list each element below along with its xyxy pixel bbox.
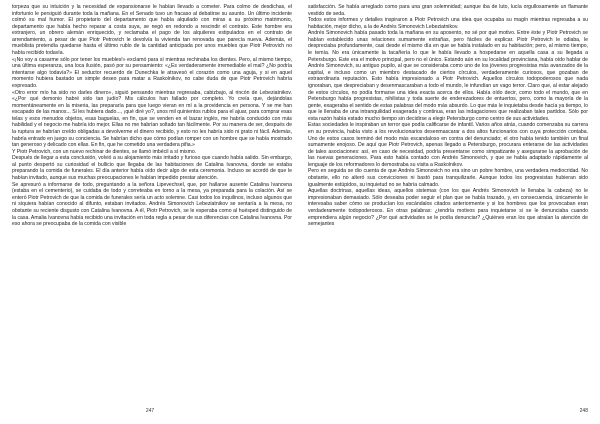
paragraph: Aquellas doctrinas, aquellas ideas, aquellos sistemas (con los que Andrés Simonovich le llenaba la cabeza) no le impresionaban demasiado. Sólo deseaba poder seguir el plan que se había trazado, y, en consecuencia, únicamente le interesaba saber cómo se producían los escándalos citados anteriormente y si los hombres que los provocaban eran verdaderamente todopoderosos. En otras palabras: ¿tendría motivos para inquietarse si se le denunciaba cuando emprendiera algún negocio? ¿Por qué actividades se le podía denunciar? ¿Quiénes eran los que atraían la atención de semejantes — [308, 188, 588, 228]
paragraph: Pero en seguida se dio cuenta de que Andrés Simonovich no era sino un pobre hombre, una verdadera mediocridad. No obstante, ello no alteró sus convicciones ni bastó para tranquilizarle. Aunque todos los progresistas hubieran sido igualmente estúpidos, su inquietud no se habría calmado. — [308, 168, 588, 188]
paragraph: Estas sociedades le inspiraban un terror que podía calificarse de infantil. Varios años atrás, cuando comenzaba su carrera en su provincia, había visto a los revolucionarios desenmascarar a dos altos funcionarios con cuya protección contaba. Uno de estos casos terminó del modo más escandaloso en contra del denunciado; el otro había tenido también un final sumamente enojoso. De aquí que Piotr Petrovich, apenas llegado a Petersburgo, procurara enterarse de las actividades de tales asociaciones: así, en caso de necesidad, podría presentarse como simpatizante y asegurarse la aprobación de las nuevas generaciones. Para esto había contado con Andrés Simonovich, y que se había adaptado rápidamente al lenguaje de los reformadores lo demostraba su visita a Raskolnikov. — [308, 122, 588, 168]
right-page-text — [308, 4, 588, 408]
paragraph: Todos estos informes y detalles inspiraron a Piotr Petrovich una idea que ocupaba su magín mientras regresaba a su habitación, mejor dicho, a la de Andrés Simonovich Lebeziatnikov. — [308, 17, 588, 30]
page-number: 247 — [145, 408, 155, 414]
paragraph: «Otro error mío ha sido no darles dinero», siguió pensando mientras regresaba, cabizbajo, al rincón de Lebeziatnikov. «¿Por qué demonio habré sido tan judío? Mis cálculos han fallado por completo. Yo creía que, dejándolas momentáneamente en la miseria, las prepararía para que luego vieran en mí a la providencia en persona. Y se me han escapado de las manos... Si les hubiera dado..., ¡qué diré yo?, unos mil quinientos rublos para el ajuar, para comprar esas telas y esos menudos objetos, esas baguelas, en fin, que se venden en el bazar inglés, me habría conducido con más habilidad y el negocio me habría ido mejor. Ellas no me habrían soltado tan fácilmente. Por su manera de ser, después de la ruptura se habrían creído obligadas a devolverme el dinero recibido, y esto no les habría sido ni grato ni fácil. Además, habría entrado en juego su conciencia. Se habrían dicho que cómo podían romper con un hombre que se había mostrado tan generoso y delicado con ellas. En fin, que he cometido una verdadera pifia.» — [12, 89, 292, 149]
paragraph: Y Piotr Petrovich, con un nuevo rechinar de dientes, se llamó imbécil a sí mismo. — [12, 148, 197, 155]
page-number: 248 — [579, 408, 588, 414]
paragraph: Andrés Simonovich había pasado toda la mañana en su aposento, no sé por qué motivo. Entre éste y Piotr Petrovich se habían establecido unas relaciones sumamente extrañas, pero fáciles de explicar. Piotr Petrovich le odiaba, le despreciaba profundamente, casi desde el mismo día en que se había instalado en su habitación; pero, al mismo tiempo, le temía. No era únicamente la tacañería lo que le había llevado a hospedarse en aquella casa a su llegada a Petersburgo. Este era el motivo principal, pero no el único. Estando aún en su localidad provinciana, había oído hablar de Andrés Simonovich, su antiguo pupilo, al que se consideraba como uno de los jóvenes progresistas más avanzados de la capital, e incluso como un miembro destacado de ciertos círculos, verdaderamente curiosos, que gozaban de extraordinaria reputación. Esto había impresionado a Piotr Petrovich. Aquellos círculos todopoderosos que nada ignoraban, que despreciaban y desenmascaraban a todo el mundo, le infundían un vago terror. Claro que, al estar alejado de estos círculos, no podía formarse una idea exacta acerca de ellos. Había oído decir, como todo el mundo, que en Petersburgo había progresistas, nihilistas y toda suerte de enderezadores de entuertos, pero, como la mayoría de la gente, exageraba el sentido de estas palabras del modo más absurdo. Lo que más le inquietaba desde hacía ya tiempo, lo que le llenaba de una intranquilidad exagerada y continua, eran las indagaciones que realizaban tales partidos. Sólo por esta razón había estado mucho tiempo sin decidirse a elegir Petersburgo como centro de sus actividades. — [308, 30, 588, 122]
paragraph: torpeza que su intuición y la necesidad de expansionarse le habían llevado a cometer. Para colmo de desdichas, el infortunio le persiguió durante toda la mañana. En el Senado tuvo un fracaso al debatirse su asunto. Un último incidente colmó su mal humor. El propietario del departamento que había alquilado con miras a su próximo matrimonio, departamento que había hecho reparar a costa suya, se negó en redondo a rescindir el contrato. Este hombre era extranjero, un obrero alemán enriquecido, y reclamaba el pago de los alquileres estipulados en el contrato de arrendamiento, a pesar de que Piotr Petrovich le devolvía la vivienda tan renovada que parecía nueva. Además, el mueblista pretendía quedarse hasta el último rublo de la cantidad anticipada por unos muebles que Piotr Petrovich no había recibido todavía. — [12, 4, 292, 57]
left-page-text — [12, 4, 292, 408]
paragraph: Se apresuró a informarse de todo, preguntando a la señora Lipevechsel, que, por hallarse ausente Catalina Ivanovna (estaba en el cementerio), se cuidaba de todo y correteaba en torno a la mesa, ya preparada para la colación. Así se enteró Piotr Petrovich de que la comida de funerales sería un acto solemne. Casi todos los inquilinos, incluso algunos que ni siquiera habían conocido al difunto, estaban invitados. Andrés Simonovich Lebeziatnikov se sentaría a la mesa, no obstante su reciente disgusto con Catalina Ivanovna. A él, Piotr Petrovich, se le esperaba como al huésped distinguido de la casa. Amalia Ivanovna había recibido una invitación en toda regla a pesar de sus diferencias con Catalina Ivanovna. Por eso ahora se preocupaba de la comida con visible — [12, 181, 292, 228]
paragraph: «¡No voy a casarme sólo por tener los muebles!» exclamó para sí mientras rechinaba los dientes. Pero, al mismo tiempo, una última esperanza, una loca ilusión, pasó por su pensamiento: «¿Es verdaderamente irremediable el mal? ¿No podría intentarse algo todavía?» El seductor recuerdo de Dunechka le atravesó el corazón como una aguja, y si en aquel momento hubiera bastado un simple deseo para matar a Raskolnikov, no cabe duda de que Piotr Petrovich habría expresado. — [12, 56, 292, 89]
right-page — [300, 0, 600, 424]
paragraph: Después de llegar a esta conclusión, volvió a su alojamiento más irritado y furioso que cuando había salido. Sin embargo, al punto despertó su curiosidad el bullicio que llegaba de las habitaciones de Catalina Ivanovna, donde se estaba preparando la comida de funerales. El día anterior había oído decir algo de esta ceremonia. Incluso se acordó de que le habían invitado, aunque sus muchas preocupaciones le habían impedido prestar atención. — [12, 155, 292, 182]
paragraph: satisfacción. Se había arreglado como para una gran solemnidad; aunque iba de luto, lucía orgullosamente un flamante vestido de seda. — [308, 4, 588, 17]
